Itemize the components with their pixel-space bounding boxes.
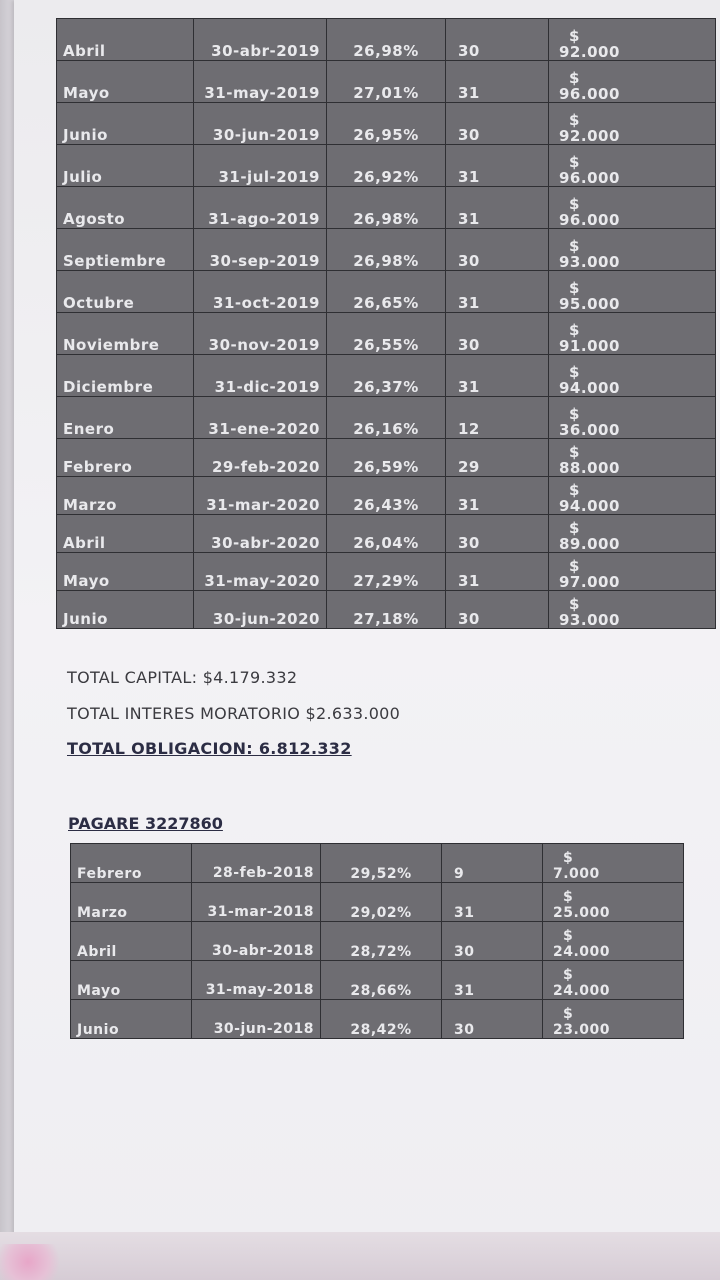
- days-cell: 31: [446, 355, 549, 397]
- days-cell: 30: [442, 922, 543, 961]
- currency-sign: $: [569, 153, 580, 171]
- days-cell: 31: [442, 961, 543, 1000]
- currency-sign: $: [569, 519, 580, 537]
- rate-cell: 26,92%: [327, 145, 446, 187]
- month-cell: Marzo: [57, 477, 194, 515]
- amount-cell: [549, 61, 716, 103]
- amount-cell: [543, 883, 684, 922]
- table-row: [57, 477, 716, 515]
- currency-sign: $: [569, 69, 580, 87]
- days-cell: 12: [446, 397, 549, 439]
- table-row: [57, 19, 716, 61]
- date-cell: 31-may-2019: [194, 61, 327, 103]
- days-cell: 30: [446, 103, 549, 145]
- table-row: [57, 553, 716, 591]
- date-cell: 30-jun-2018: [192, 1000, 321, 1039]
- month-cell: Mayo: [57, 553, 194, 591]
- table-row: [71, 883, 684, 922]
- amount-cell: [543, 961, 684, 1000]
- days-cell: 31: [446, 61, 549, 103]
- month-cell: Marzo: [71, 883, 192, 922]
- amount-cell: [549, 515, 716, 553]
- amount-cell: [543, 1000, 684, 1039]
- table-row: [71, 961, 684, 1000]
- amount-value: 96.000: [559, 211, 620, 229]
- date-cell: 31-ene-2020: [194, 397, 327, 439]
- table-row: [57, 187, 716, 229]
- amount-cell: [549, 19, 716, 61]
- amount-value: 24.000: [553, 944, 611, 960]
- days-cell: 30: [446, 591, 549, 629]
- currency-sign: $: [569, 557, 580, 575]
- date-cell: 31-may-2020: [194, 553, 327, 591]
- date-cell: 29-feb-2020: [194, 439, 327, 477]
- amount-value: 88.000: [559, 459, 620, 477]
- days-cell: 30: [446, 19, 549, 61]
- days-cell: 9: [442, 844, 543, 883]
- month-cell: Noviembre: [57, 313, 194, 355]
- table-row: [71, 1000, 684, 1039]
- date-cell: 30-abr-2018: [192, 922, 321, 961]
- date-cell: 30-abr-2019: [194, 19, 327, 61]
- date-cell: 31-mar-2018: [192, 883, 321, 922]
- rate-cell: 26,16%: [327, 397, 446, 439]
- date-cell: 31-oct-2019: [194, 271, 327, 313]
- table-row: [57, 591, 716, 629]
- pink-fabric: [0, 1244, 70, 1280]
- amount-value: 94.000: [559, 497, 620, 515]
- currency-sign: $: [569, 443, 580, 461]
- currency-sign: $: [569, 237, 580, 255]
- days-cell: 30: [446, 229, 549, 271]
- amount-value: 92.000: [559, 127, 620, 145]
- month-cell: Agosto: [57, 187, 194, 229]
- currency-sign: $: [569, 321, 580, 339]
- amount-value: 96.000: [559, 169, 620, 187]
- amount-cell: [549, 439, 716, 477]
- amount-value: 7.000: [553, 866, 600, 882]
- rate-cell: 27,29%: [327, 553, 446, 591]
- amount-value: 25.000: [553, 905, 611, 921]
- amount-value: 93.000: [559, 253, 620, 271]
- date-cell: 30-jun-2020: [194, 591, 327, 629]
- amount-value: 94.000: [559, 379, 620, 397]
- month-cell: Octubre: [57, 271, 194, 313]
- amount-value: 23.000: [553, 1022, 611, 1038]
- currency-sign: $: [569, 279, 580, 297]
- amount-value: 95.000: [559, 295, 620, 313]
- total-capital: TOTAL CAPITAL: $4.179.332: [67, 668, 298, 687]
- amount-cell: [549, 229, 716, 271]
- table-row: [57, 313, 716, 355]
- rate-cell: 28,72%: [321, 922, 442, 961]
- rate-cell: 27,18%: [327, 591, 446, 629]
- currency-sign: $: [563, 928, 574, 944]
- amount-value: 97.000: [559, 573, 620, 591]
- rate-cell: 26,59%: [327, 439, 446, 477]
- pagare-table: [70, 843, 684, 1039]
- table-row: [71, 844, 684, 883]
- table-row: [57, 355, 716, 397]
- rate-cell: 28,66%: [321, 961, 442, 1000]
- days-cell: 31: [442, 883, 543, 922]
- currency-sign: $: [563, 850, 574, 866]
- amount-cell: [549, 145, 716, 187]
- amount-cell: [549, 271, 716, 313]
- amount-cell: [549, 187, 716, 229]
- amount-cell: [543, 844, 684, 883]
- rate-cell: 26,43%: [327, 477, 446, 515]
- amount-cell: [549, 553, 716, 591]
- days-cell: 30: [446, 515, 549, 553]
- table-row: [57, 397, 716, 439]
- date-cell: 31-mar-2020: [194, 477, 327, 515]
- days-cell: 31: [446, 271, 549, 313]
- table-row: [57, 515, 716, 553]
- date-cell: 31-may-2018: [192, 961, 321, 1000]
- month-cell: Diciembre: [57, 355, 194, 397]
- month-cell: Febrero: [71, 844, 192, 883]
- date-cell: 30-abr-2020: [194, 515, 327, 553]
- month-cell: Junio: [57, 103, 194, 145]
- month-cell: Julio: [57, 145, 194, 187]
- currency-sign: $: [569, 363, 580, 381]
- rate-cell: 26,98%: [327, 19, 446, 61]
- month-cell: Enero: [57, 397, 194, 439]
- date-cell: 31-jul-2019: [194, 145, 327, 187]
- currency-sign: $: [563, 1006, 574, 1022]
- rate-cell: 29,52%: [321, 844, 442, 883]
- currency-sign: $: [569, 405, 580, 423]
- days-cell: 29: [446, 439, 549, 477]
- amount-cell: [549, 477, 716, 515]
- amount-cell: [549, 591, 716, 629]
- total-interes-moratorio: TOTAL INTERES MORATORIO $2.633.000: [67, 704, 401, 723]
- month-cell: Junio: [71, 1000, 192, 1039]
- total-obligacion: TOTAL OBLIGACION: 6.812.332: [67, 739, 352, 758]
- month-cell: Abril: [71, 922, 192, 961]
- rate-cell: 26,98%: [327, 187, 446, 229]
- amount-cell: [549, 313, 716, 355]
- date-cell: 31-dic-2019: [194, 355, 327, 397]
- currency-sign: $: [563, 889, 574, 905]
- table-row: [57, 145, 716, 187]
- amount-value: 36.000: [559, 421, 620, 439]
- currency-sign: $: [569, 111, 580, 129]
- month-cell: Febrero: [57, 439, 194, 477]
- table-row: [57, 439, 716, 477]
- date-cell: 30-sep-2019: [194, 229, 327, 271]
- page-left-edge: [0, 0, 14, 1232]
- table-row: [57, 229, 716, 271]
- currency-sign: $: [569, 481, 580, 499]
- date-cell: 30-nov-2019: [194, 313, 327, 355]
- days-cell: 31: [446, 145, 549, 187]
- rate-cell: 26,95%: [327, 103, 446, 145]
- amount-value: 24.000: [553, 983, 611, 999]
- days-cell: 30: [442, 1000, 543, 1039]
- days-cell: 31: [446, 553, 549, 591]
- table-row: [71, 922, 684, 961]
- rate-cell: 27,01%: [327, 61, 446, 103]
- currency-sign: $: [569, 595, 580, 613]
- rate-cell: 26,65%: [327, 271, 446, 313]
- table-row: [57, 61, 716, 103]
- month-cell: Septiembre: [57, 229, 194, 271]
- amount-value: 92.000: [559, 43, 620, 61]
- month-cell: Mayo: [71, 961, 192, 1000]
- background-surface: [0, 1232, 720, 1280]
- amount-value: 93.000: [559, 611, 620, 629]
- currency-sign: $: [569, 27, 580, 45]
- currency-sign: $: [563, 967, 574, 983]
- rate-cell: 26,98%: [327, 229, 446, 271]
- month-cell: Abril: [57, 515, 194, 553]
- month-cell: Mayo: [57, 61, 194, 103]
- amount-value: 96.000: [559, 85, 620, 103]
- amount-cell: [549, 355, 716, 397]
- rate-cell: 29,02%: [321, 883, 442, 922]
- interest-table: [56, 18, 716, 629]
- month-cell: Abril: [57, 19, 194, 61]
- rate-cell: 26,04%: [327, 515, 446, 553]
- amount-cell: [549, 397, 716, 439]
- date-cell: 31-ago-2019: [194, 187, 327, 229]
- amount-value: 91.000: [559, 337, 620, 355]
- table-row: [57, 103, 716, 145]
- amount-value: 89.000: [559, 535, 620, 553]
- amount-cell: [549, 103, 716, 145]
- table-row: [57, 271, 716, 313]
- rate-cell: 26,55%: [327, 313, 446, 355]
- currency-sign: $: [569, 195, 580, 213]
- month-cell: Junio: [57, 591, 194, 629]
- rate-cell: 26,37%: [327, 355, 446, 397]
- amount-cell: [543, 922, 684, 961]
- date-cell: 28-feb-2018: [192, 844, 321, 883]
- days-cell: 30: [446, 313, 549, 355]
- days-cell: 31: [446, 477, 549, 515]
- pagare-title: PAGARE 3227860: [68, 814, 223, 833]
- date-cell: 30-jun-2019: [194, 103, 327, 145]
- rate-cell: 28,42%: [321, 1000, 442, 1039]
- days-cell: 31: [446, 187, 549, 229]
